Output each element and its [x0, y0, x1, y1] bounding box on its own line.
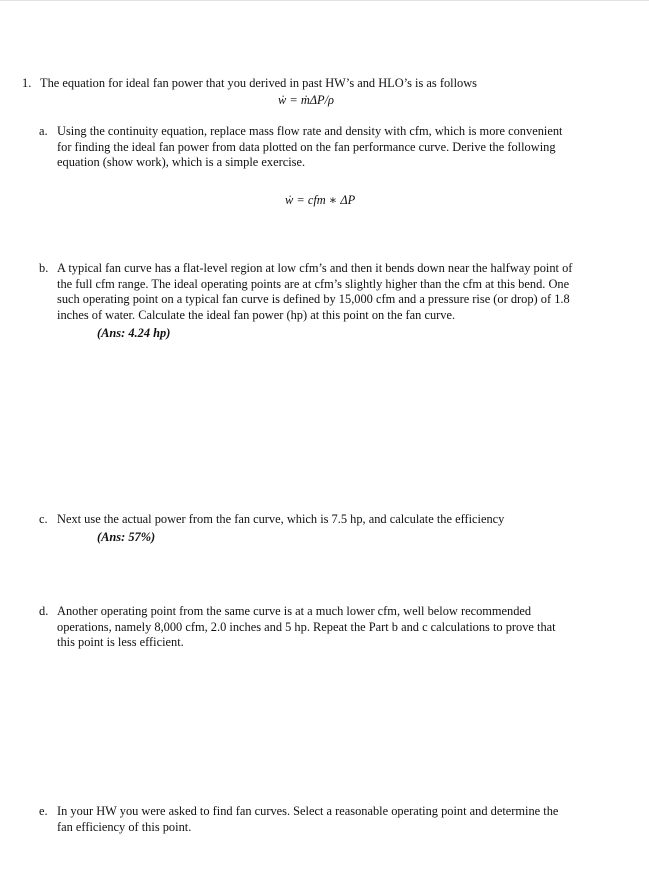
- part-a-line: equation (show work), which is a simple exercise.: [57, 155, 306, 169]
- part-a-line: for finding the ideal fan power from data plotted on the fan performance curve. Derive the following: [57, 139, 556, 154]
- part-d-marker: d.: [39, 604, 49, 618]
- part-d-text: [57, 604, 556, 651]
- part-b-line: A typical fan curve has a flat-level region at low cfm’s and then it bends down near the halfway point of: [57, 261, 573, 275]
- part-b-answer: (Ans: 4.24 hp): [97, 326, 171, 340]
- part-c-text: [57, 512, 504, 528]
- question-number: 1.: [22, 76, 32, 90]
- part-a-line: Using the continuity equation, replace mass flow rate and density with cfm, which is more convenient: [57, 124, 563, 138]
- part-e-line: fan efficiency of this point.: [57, 819, 192, 834]
- part-c-marker: c.: [39, 512, 48, 526]
- part-d-line: this point is less efficient.: [57, 635, 184, 649]
- part-a-equation: ẇ = cfm ∗ ΔP: [285, 193, 356, 207]
- ideal-fan-power-equation: ẇ = ṁΔP/ρ: [278, 93, 334, 107]
- part-c-line: Next use the actual power from the fan curve, which is 7.5 hp, and calculate the efficiency: [57, 512, 505, 526]
- part-e-line: In your HW you were asked to find fan curves. Select a reasonable operating point and determine the: [57, 804, 559, 818]
- part-e-text: [57, 804, 558, 835]
- part-b-text: [57, 261, 572, 323]
- part-d-line: Another operating point from the same curve is at a much lower cfm, well below recommended: [57, 604, 532, 618]
- question-intro: The equation for ideal fan power that you derived in past HW’s and HLO’s is as follows: [40, 76, 478, 90]
- part-b-marker: b.: [39, 261, 49, 275]
- part-d-line: operations, namely 8,000 cfm, 2.0 inches and 5 hp. Repeat the Part b and c calculations to prove that: [57, 619, 556, 634]
- page-top-border: [0, 0, 649, 1]
- part-a-marker: a.: [39, 124, 48, 138]
- part-b-line: such operating point on a typical fan curve is defined by 15,000 cfm and a pressure rise (or drop) of 1.8: [57, 292, 570, 306]
- part-b-line: the full cfm range. The ideal operating points are at cfm’s slightly higher than the cfm at this bend. One: [57, 276, 570, 291]
- part-e-marker: e.: [39, 804, 48, 818]
- part-b-line: inches of water. Calculate the ideal fan power (hp) at this point on the fan curve.: [57, 307, 456, 322]
- part-a-text: [57, 124, 562, 171]
- part-c-answer: (Ans: 57%): [97, 530, 156, 544]
